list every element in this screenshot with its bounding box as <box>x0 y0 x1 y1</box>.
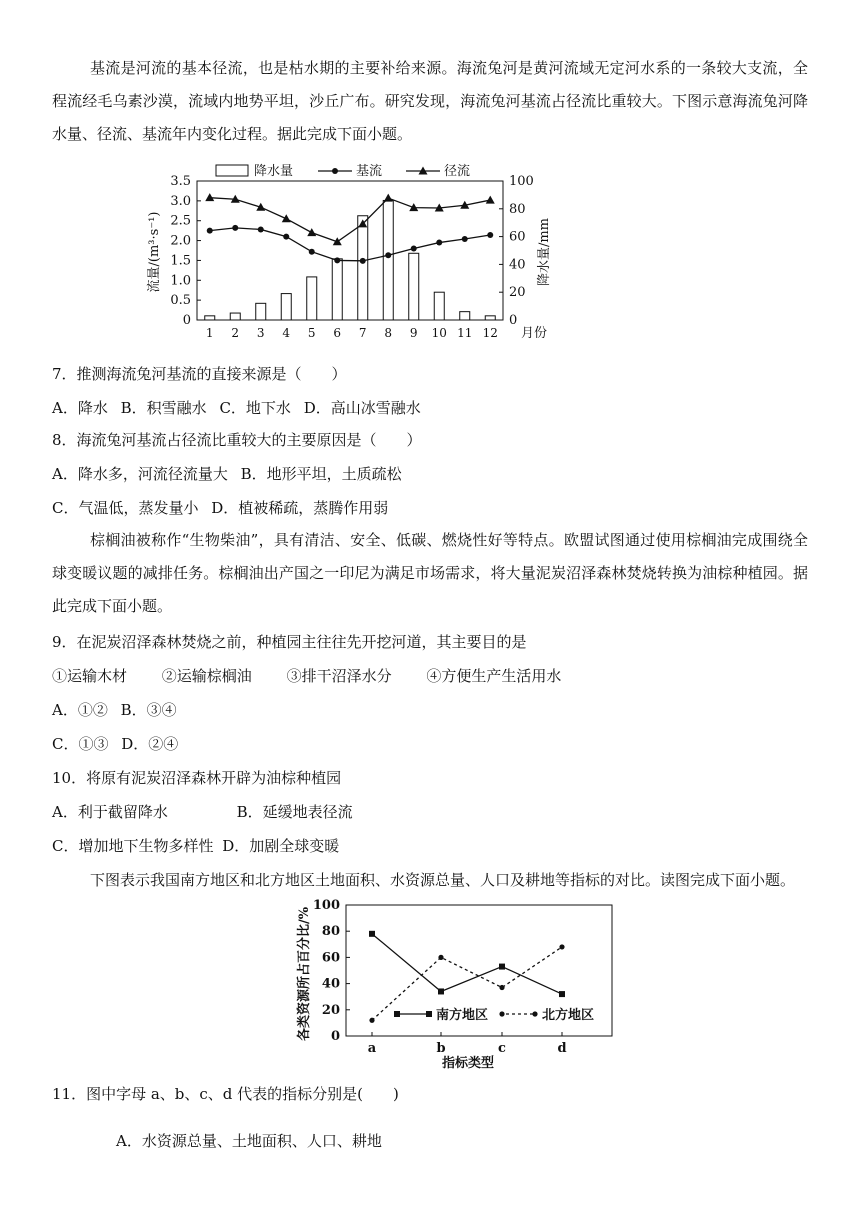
q10-options-cd <box>52 836 339 856</box>
q11-stem: 11．图中字母 a、b、c、d 代表的指标分别是( ) <box>52 1085 399 1103</box>
legend-south-marker-left <box>394 1011 400 1017</box>
south-line <box>372 934 562 994</box>
north-point <box>559 944 564 949</box>
baseflow-point <box>462 236 468 242</box>
month-tick-label: 10 <box>431 326 447 340</box>
left-tick-label: 1.5 <box>170 253 191 269</box>
runoff-line <box>210 198 491 242</box>
q9-statements <box>52 666 561 686</box>
month-tick-label: 7 <box>358 326 367 340</box>
left-tick-label: 3.5 <box>170 174 191 189</box>
baseflow-point <box>436 240 442 246</box>
precip-bar <box>460 312 470 320</box>
runoff-point <box>307 228 316 236</box>
baseflow-point <box>334 257 340 263</box>
month-tick-label: 11 <box>457 326 473 340</box>
baseflow-point <box>207 228 213 234</box>
q10-option-c[interactable]: C．增加地下生物多样性 <box>52 837 214 855</box>
q11-option-a[interactable]: A．水资源总量、土地面积、人口、耕地 <box>116 1132 382 1150</box>
chart1-ylabel-left: 流量/(m³·s⁻¹) <box>147 211 162 293</box>
passage-2: 棕榈油被称作“生物柴油”，具有清洁、安全、低碳、燃烧性好等特点。欧盟试图通过使用棕榈油完成围绕全球变暖议题的减排任务。棕榈油出产国之一印尼为满足市场需求，将大量泥炭沼泽森林焚烧转换为油棕种植园。据此完成下面小题。 <box>52 531 808 615</box>
baseflow-point <box>411 246 417 252</box>
precip-bar <box>256 303 266 320</box>
precip-bar <box>358 216 368 320</box>
q10-stem: 10．将原有泥炭沼泽森林开辟为油棕种植园 <box>52 769 342 787</box>
month-tick-label: 9 <box>409 326 418 340</box>
x-tick-label: d <box>557 1041 567 1056</box>
q9-option-d[interactable]: D．②④ <box>121 735 179 753</box>
runoff-point <box>486 196 495 204</box>
baseflow-point <box>385 252 391 258</box>
precip-bar <box>307 277 317 320</box>
resource-comparison-chart <box>290 896 620 1076</box>
month-tick-label: 6 <box>333 326 342 340</box>
y-tick-label: 0 <box>330 1029 340 1044</box>
left-tick-label: 3.0 <box>170 193 191 209</box>
q10-option-b[interactable]: B．延缓地表径流 <box>236 803 353 821</box>
precip-bar <box>281 294 291 320</box>
q7-option-a[interactable]: A．降水 <box>52 399 108 417</box>
baseflow-point <box>283 234 289 240</box>
runoff-point <box>205 193 214 201</box>
chart1-ylabel-right: 降水量/mm <box>537 217 552 287</box>
legend-base-marker <box>332 168 338 174</box>
month-tick-label: 2 <box>231 326 240 340</box>
legend-south-marker-right <box>426 1011 432 1017</box>
precip-bar <box>485 316 495 320</box>
x-tick-label: a <box>367 1041 377 1056</box>
baseflow-point <box>232 225 238 231</box>
precip-bar <box>409 253 419 320</box>
y-tick-label: 80 <box>321 924 340 940</box>
x-tick-label: b <box>436 1041 446 1056</box>
q9-option-c[interactable]: C．①③ <box>52 735 109 753</box>
left-tick-label: 0 <box>182 313 191 328</box>
q9-options-cd <box>52 734 178 754</box>
month-tick-label: 4 <box>282 326 291 340</box>
q9-statement-3: ③排干沼泽水分 <box>286 667 392 685</box>
q7-stem: 7．推测海流兔河基流的直接来源是（ ） <box>52 365 347 383</box>
q7-option-c[interactable]: C．地下水 <box>219 399 291 417</box>
south-point <box>499 964 505 970</box>
chart1-legend <box>216 163 470 179</box>
right-tick-label: 20 <box>509 285 526 301</box>
chart2-legend <box>394 1007 594 1023</box>
q7-option-b[interactable]: B．积雪融水 <box>120 399 207 417</box>
legend-north-marker-right <box>532 1011 537 1016</box>
month-tick-label: 5 <box>307 326 316 340</box>
baseflow-point <box>487 232 493 238</box>
q9-statement-1: ①运输木材 <box>52 667 128 685</box>
left-tick-label: 2.5 <box>170 213 191 229</box>
q8-option-a[interactable]: A．降水多，河流径流量大 <box>52 465 228 483</box>
left-tick-label: 0.5 <box>170 293 191 309</box>
q8-option-d[interactable]: D．植被稀疏，蒸腾作用弱 <box>211 499 389 517</box>
q7-options <box>52 398 421 418</box>
month-tick-label: 8 <box>384 326 393 340</box>
left-tick-label: 1.0 <box>170 273 191 289</box>
y-tick-label: 60 <box>321 950 340 966</box>
north-point <box>438 955 443 960</box>
precip-bar <box>230 313 240 320</box>
q8-option-b[interactable]: B．地形平坦，土质疏松 <box>240 465 402 483</box>
flow-lines <box>205 193 495 264</box>
legend-bar-swatch <box>216 165 248 176</box>
legend-runoff-label: 径流 <box>444 164 471 179</box>
precip-bar <box>434 292 444 320</box>
precip-bar <box>383 200 393 320</box>
chart2-xlabel: 指标类型 <box>441 1056 495 1071</box>
y-tick-label: 20 <box>321 1002 340 1018</box>
runoff-point <box>282 214 291 222</box>
q8-option-c[interactable]: C．气温低，蒸发量小 <box>52 499 199 517</box>
right-tick-label: 40 <box>509 257 526 273</box>
q8-stem: 8．海流兔河基流占径流比重较大的主要原因是（ ） <box>52 431 422 449</box>
q8-options-cd <box>52 498 388 518</box>
q10-options-ab <box>52 802 353 822</box>
q9-statement-2: ②运输棕榈油 <box>161 667 252 685</box>
q9-statement-4: ④方便生产生活用水 <box>426 667 562 685</box>
q10-option-a[interactable]: A．利于截留降水 <box>52 803 168 821</box>
hydrograph-chart <box>140 156 560 352</box>
legend-south-label: 南方地区 <box>436 1008 489 1023</box>
south-point <box>369 931 375 937</box>
right-tick-label: 100 <box>509 174 534 189</box>
q9-option-a[interactable]: A．①② <box>52 701 108 719</box>
q9-stem: 9．在泥炭沼泽森林焚烧之前，种植园主往往先开挖河道，其主要目的是 <box>52 633 527 651</box>
legend-north-label: 北方地区 <box>542 1008 595 1023</box>
right-tick-label: 0 <box>509 313 518 328</box>
right-tick-label: 80 <box>509 201 526 217</box>
x-tick-label: c <box>498 1041 506 1056</box>
precip-bar <box>205 316 215 320</box>
q9-options-ab <box>52 700 177 720</box>
south-point <box>438 988 444 994</box>
passage-3: 下图表示我国南方地区和北方地区土地面积、水资源总量、人口及耕地等指标的对比。读图完成下面小题。 <box>90 871 796 889</box>
precip-bar <box>332 259 342 320</box>
legend-precip-label: 降水量 <box>254 164 294 179</box>
legend-base-label: 基流 <box>356 164 383 179</box>
north-point <box>499 985 504 990</box>
month-tick-label: 1 <box>205 326 214 340</box>
right-tick-label: 60 <box>509 229 526 245</box>
y-tick-label: 100 <box>312 898 340 913</box>
north-point <box>369 1018 374 1023</box>
q10-option-d[interactable]: D．加剧全球变暖 <box>222 837 340 855</box>
chart1-xunit: 月份 <box>521 326 548 341</box>
legend-north-marker-left <box>499 1011 504 1016</box>
month-tick-label: 3 <box>256 326 265 340</box>
q9-option-b[interactable]: B．③④ <box>120 701 177 719</box>
south-point <box>559 991 565 997</box>
q7-option-d[interactable]: D．高山冰雪融水 <box>303 399 421 417</box>
chart2-ylabel: 各类资源所占百分比/% <box>297 906 312 1042</box>
baseflow-point <box>309 249 315 255</box>
passage-1: 基流是河流的基本径流，也是枯水期的主要补给来源。海流兔河是黄河流域无定河水系的一条较大支流，全程流经毛乌素沙漠，流域内地势平坦，沙丘广布。研究发现，海流兔河基流占径流比重较大。下图示意海流兔河降水量、径流、基流年内变化过程。据此完成下面小题。 <box>52 59 808 143</box>
month-tick-label: 12 <box>482 326 498 340</box>
y-tick-label: 40 <box>321 976 340 992</box>
q8-options-ab <box>52 464 402 484</box>
left-tick-label: 2.0 <box>170 233 191 249</box>
baseflow-point <box>258 226 264 232</box>
baseflow-point <box>360 258 366 264</box>
chart2-axes <box>313 898 612 1056</box>
runoff-point <box>384 194 393 202</box>
